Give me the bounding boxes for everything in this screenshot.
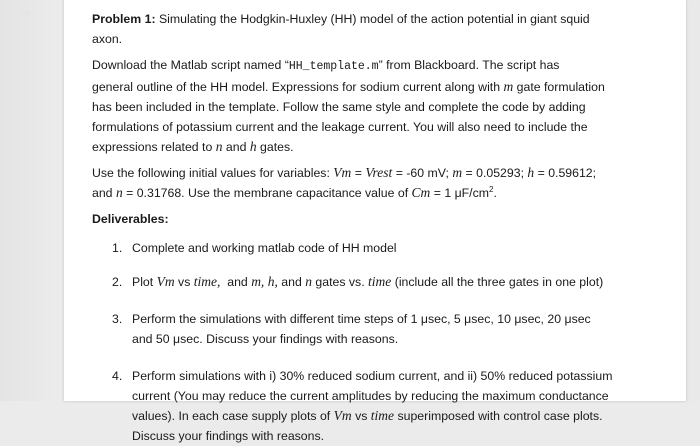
deliverables-label: Deliverables: (92, 212, 169, 226)
text: general outline of the HH model. Expressions for sodium current along with (92, 80, 501, 94)
var-n: n (305, 274, 312, 289)
problem-title-cont: axon. (92, 32, 123, 46)
var-vm: Vm (333, 408, 352, 423)
download-paragraph (92, 55, 668, 157)
var-h: h, (267, 274, 278, 289)
item-text: superimposed with control case plots. (397, 409, 603, 423)
var-time: time (368, 274, 392, 289)
var-m: m, (251, 274, 265, 289)
superscript: 2 (488, 184, 494, 194)
var-vm: Vm (156, 274, 175, 289)
list-item (92, 366, 668, 446)
text: = 1 μF/cm (433, 186, 489, 200)
text: ” from Blackboard. The script has (378, 58, 560, 72)
item-text: and 50 μsec. Discuss your findings with reasons. (132, 332, 399, 346)
var-vrest: Vrest (365, 165, 393, 180)
faint-margin-mark-icon: ▭ (20, 8, 30, 19)
text: vs (178, 275, 191, 289)
item-number: 3. (112, 312, 123, 326)
var-time: time (370, 408, 395, 423)
var-n: n (215, 139, 223, 154)
item-text: Perform the simulations with different time steps of 1 μsec, 5 μsec, 10 μsec, 20 μsec (132, 312, 591, 326)
var-m: m (452, 165, 463, 180)
text: has been included in the template. Follow the same style and complete the code by adding (92, 100, 586, 114)
item-number: 2. (112, 275, 123, 289)
text: = 0.31768. Use the membrane capacitance value of (126, 186, 409, 200)
problem-heading (92, 9, 668, 49)
text: and (227, 275, 248, 289)
var-vm: Vm (333, 165, 352, 180)
text: Use the following initial values for variables: (92, 166, 330, 180)
text: = -60 mV; (395, 166, 449, 180)
text: (include all the three gates in one plot) (394, 275, 604, 289)
var-h: h (249, 139, 257, 154)
text: = 0.05293; (465, 166, 524, 180)
var-m: m (503, 79, 514, 94)
item-number: 1. (112, 241, 123, 255)
text: Download the Matlab script named “ (92, 58, 289, 72)
text: gates. (260, 140, 294, 154)
text: formulations of potassium current and the leakage current. You will also need to include the (92, 120, 588, 134)
text: and (281, 275, 302, 289)
left-margin (0, 0, 64, 401)
text: and (92, 186, 113, 200)
text: . (493, 186, 497, 200)
text: gates vs. (315, 275, 365, 289)
problem-title: Simulating the Hodgkin-Huxley (HH) model of the action potential in giant squid (158, 12, 590, 26)
text: expressions related to (92, 140, 213, 154)
filename: HH_template.m (288, 60, 379, 73)
item-number: 4. (112, 369, 123, 383)
list-item (92, 309, 668, 349)
var-time: time, (193, 274, 221, 289)
item-text: current (You may reduce the current amplitudes by reducing the maximum conductance (132, 389, 609, 403)
var-cm: Cm (411, 185, 431, 200)
var-n: n (115, 185, 123, 200)
list-item (92, 238, 668, 258)
text: = (354, 166, 362, 180)
deliverables-list (92, 238, 668, 446)
text: and (225, 140, 247, 154)
item-text: Complete and working matlab code of HH model (132, 241, 397, 255)
text: = 0.59612; (537, 166, 597, 180)
initial-values-paragraph (92, 163, 668, 203)
text: Plot (132, 275, 154, 289)
text: vs (355, 409, 368, 423)
deliverables-title (92, 209, 668, 229)
item-text: Discuss your findings with reasons. (132, 429, 325, 443)
right-margin (686, 0, 700, 401)
document-page (64, 0, 686, 443)
var-h: h (527, 165, 535, 180)
text: gate formulation (516, 80, 605, 94)
item-text: Perform simulations with i) 30% reduced sodium current, and ii) 50% reduced potassium (132, 369, 613, 383)
problem-label: Problem 1: (92, 12, 156, 26)
item-text: values). In each case supply plots of (132, 409, 331, 423)
list-item (92, 272, 668, 292)
